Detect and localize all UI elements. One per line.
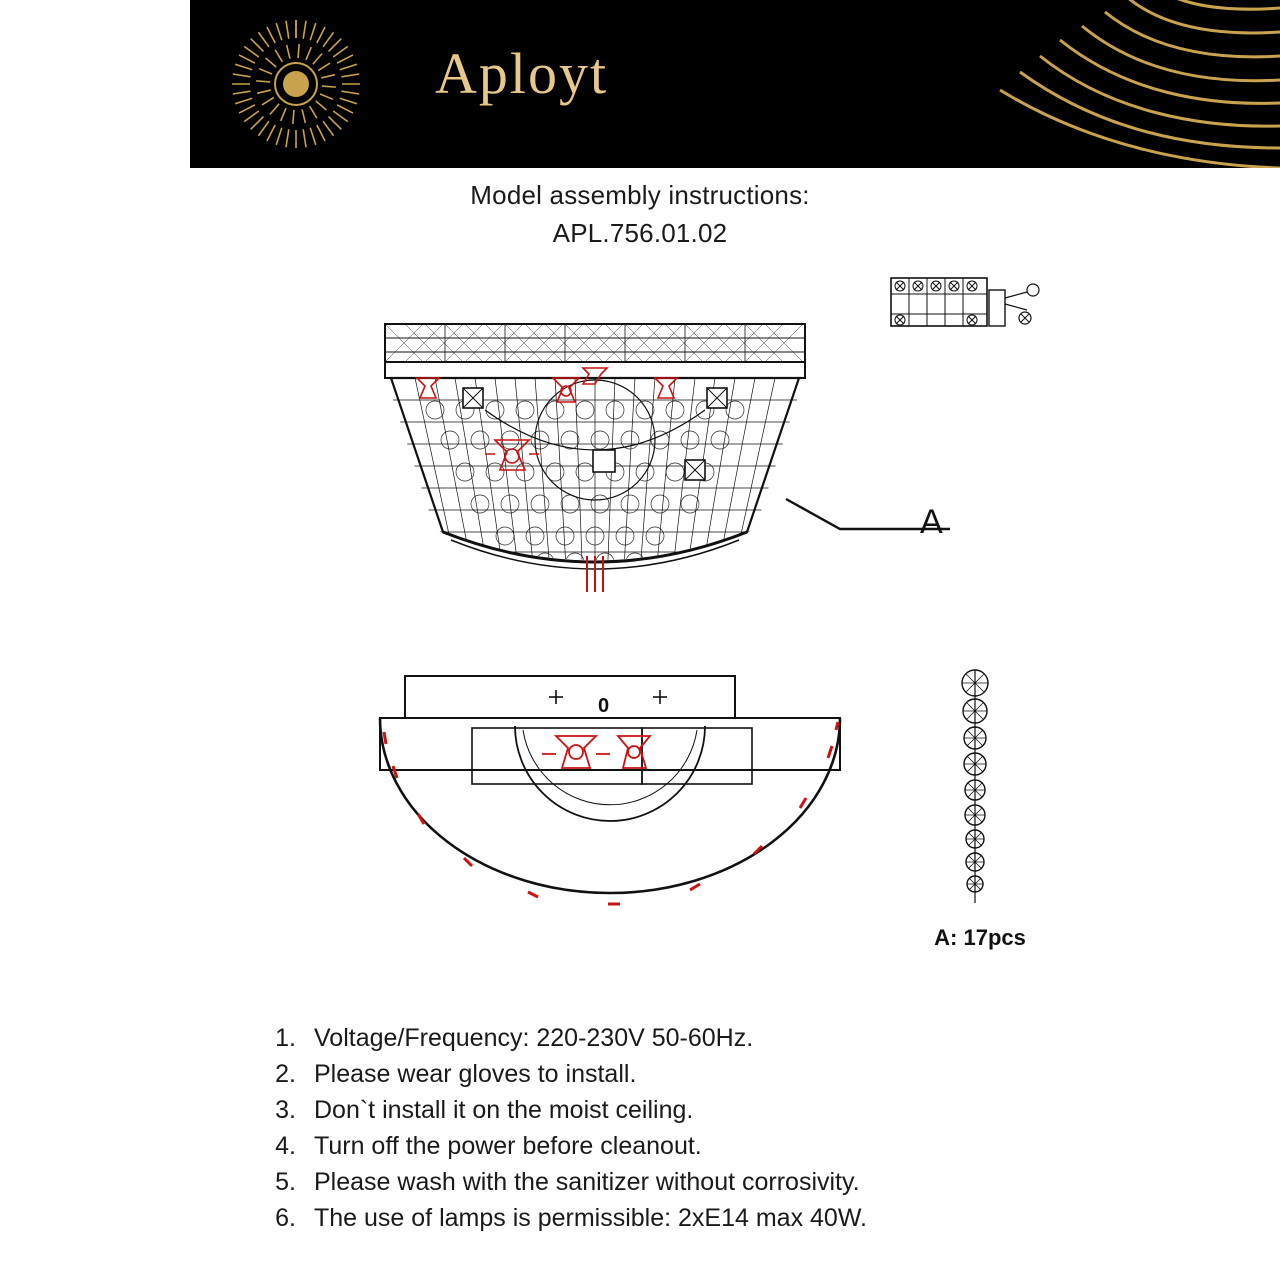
note-number: 6. <box>275 1204 296 1232</box>
note-text: The use of lamps is permissible: 2xE14 max 40W. <box>314 1204 868 1232</box>
side-view-chandelier-diagram <box>360 670 860 940</box>
list-item <box>250 1092 1150 1128</box>
list-item <box>250 1200 1150 1236</box>
radiating-rays-icon <box>760 0 1280 168</box>
title-line-1: Model assembly instructions: <box>470 180 810 210</box>
note-text: Voltage/Frequency: 220-230V 50-60Hz. <box>314 1024 754 1052</box>
list-item <box>250 1056 1150 1092</box>
page-title <box>0 176 1280 252</box>
callout-label-a: A <box>920 503 943 541</box>
brand-banner <box>190 0 1280 168</box>
callout-leader-a <box>780 495 980 555</box>
list-item <box>250 1128 1150 1164</box>
side-view-center-label: 0 <box>598 695 610 717</box>
front-view-chandelier-diagram <box>355 300 835 600</box>
sunburst-icon <box>230 18 362 150</box>
terminal-block-diagram <box>885 270 1060 360</box>
list-item <box>250 1164 1150 1200</box>
note-text: Please wash with the sanitizer without corrosivity. <box>314 1168 860 1196</box>
title-line-2: APL.756.01.02 <box>552 218 728 248</box>
note-number: 4. <box>275 1132 296 1160</box>
note-number: 5. <box>275 1168 296 1196</box>
banner-background <box>190 0 1280 168</box>
note-text: Please wear gloves to install. <box>314 1060 637 1088</box>
list-item <box>250 1020 1150 1056</box>
instruction-notes-list <box>250 1020 1150 1236</box>
note-number: 1. <box>275 1024 296 1052</box>
note-number: 3. <box>275 1096 296 1124</box>
brand-name: Aployt <box>435 41 609 106</box>
parts-count-label: A: 17pcs <box>934 925 1026 950</box>
crystal-strand-diagram <box>930 665 1020 910</box>
note-text: Turn off the power before cleanout. <box>314 1132 702 1160</box>
note-text: Don`t install it on the moist ceiling. <box>314 1096 694 1124</box>
note-number: 2. <box>275 1060 296 1088</box>
